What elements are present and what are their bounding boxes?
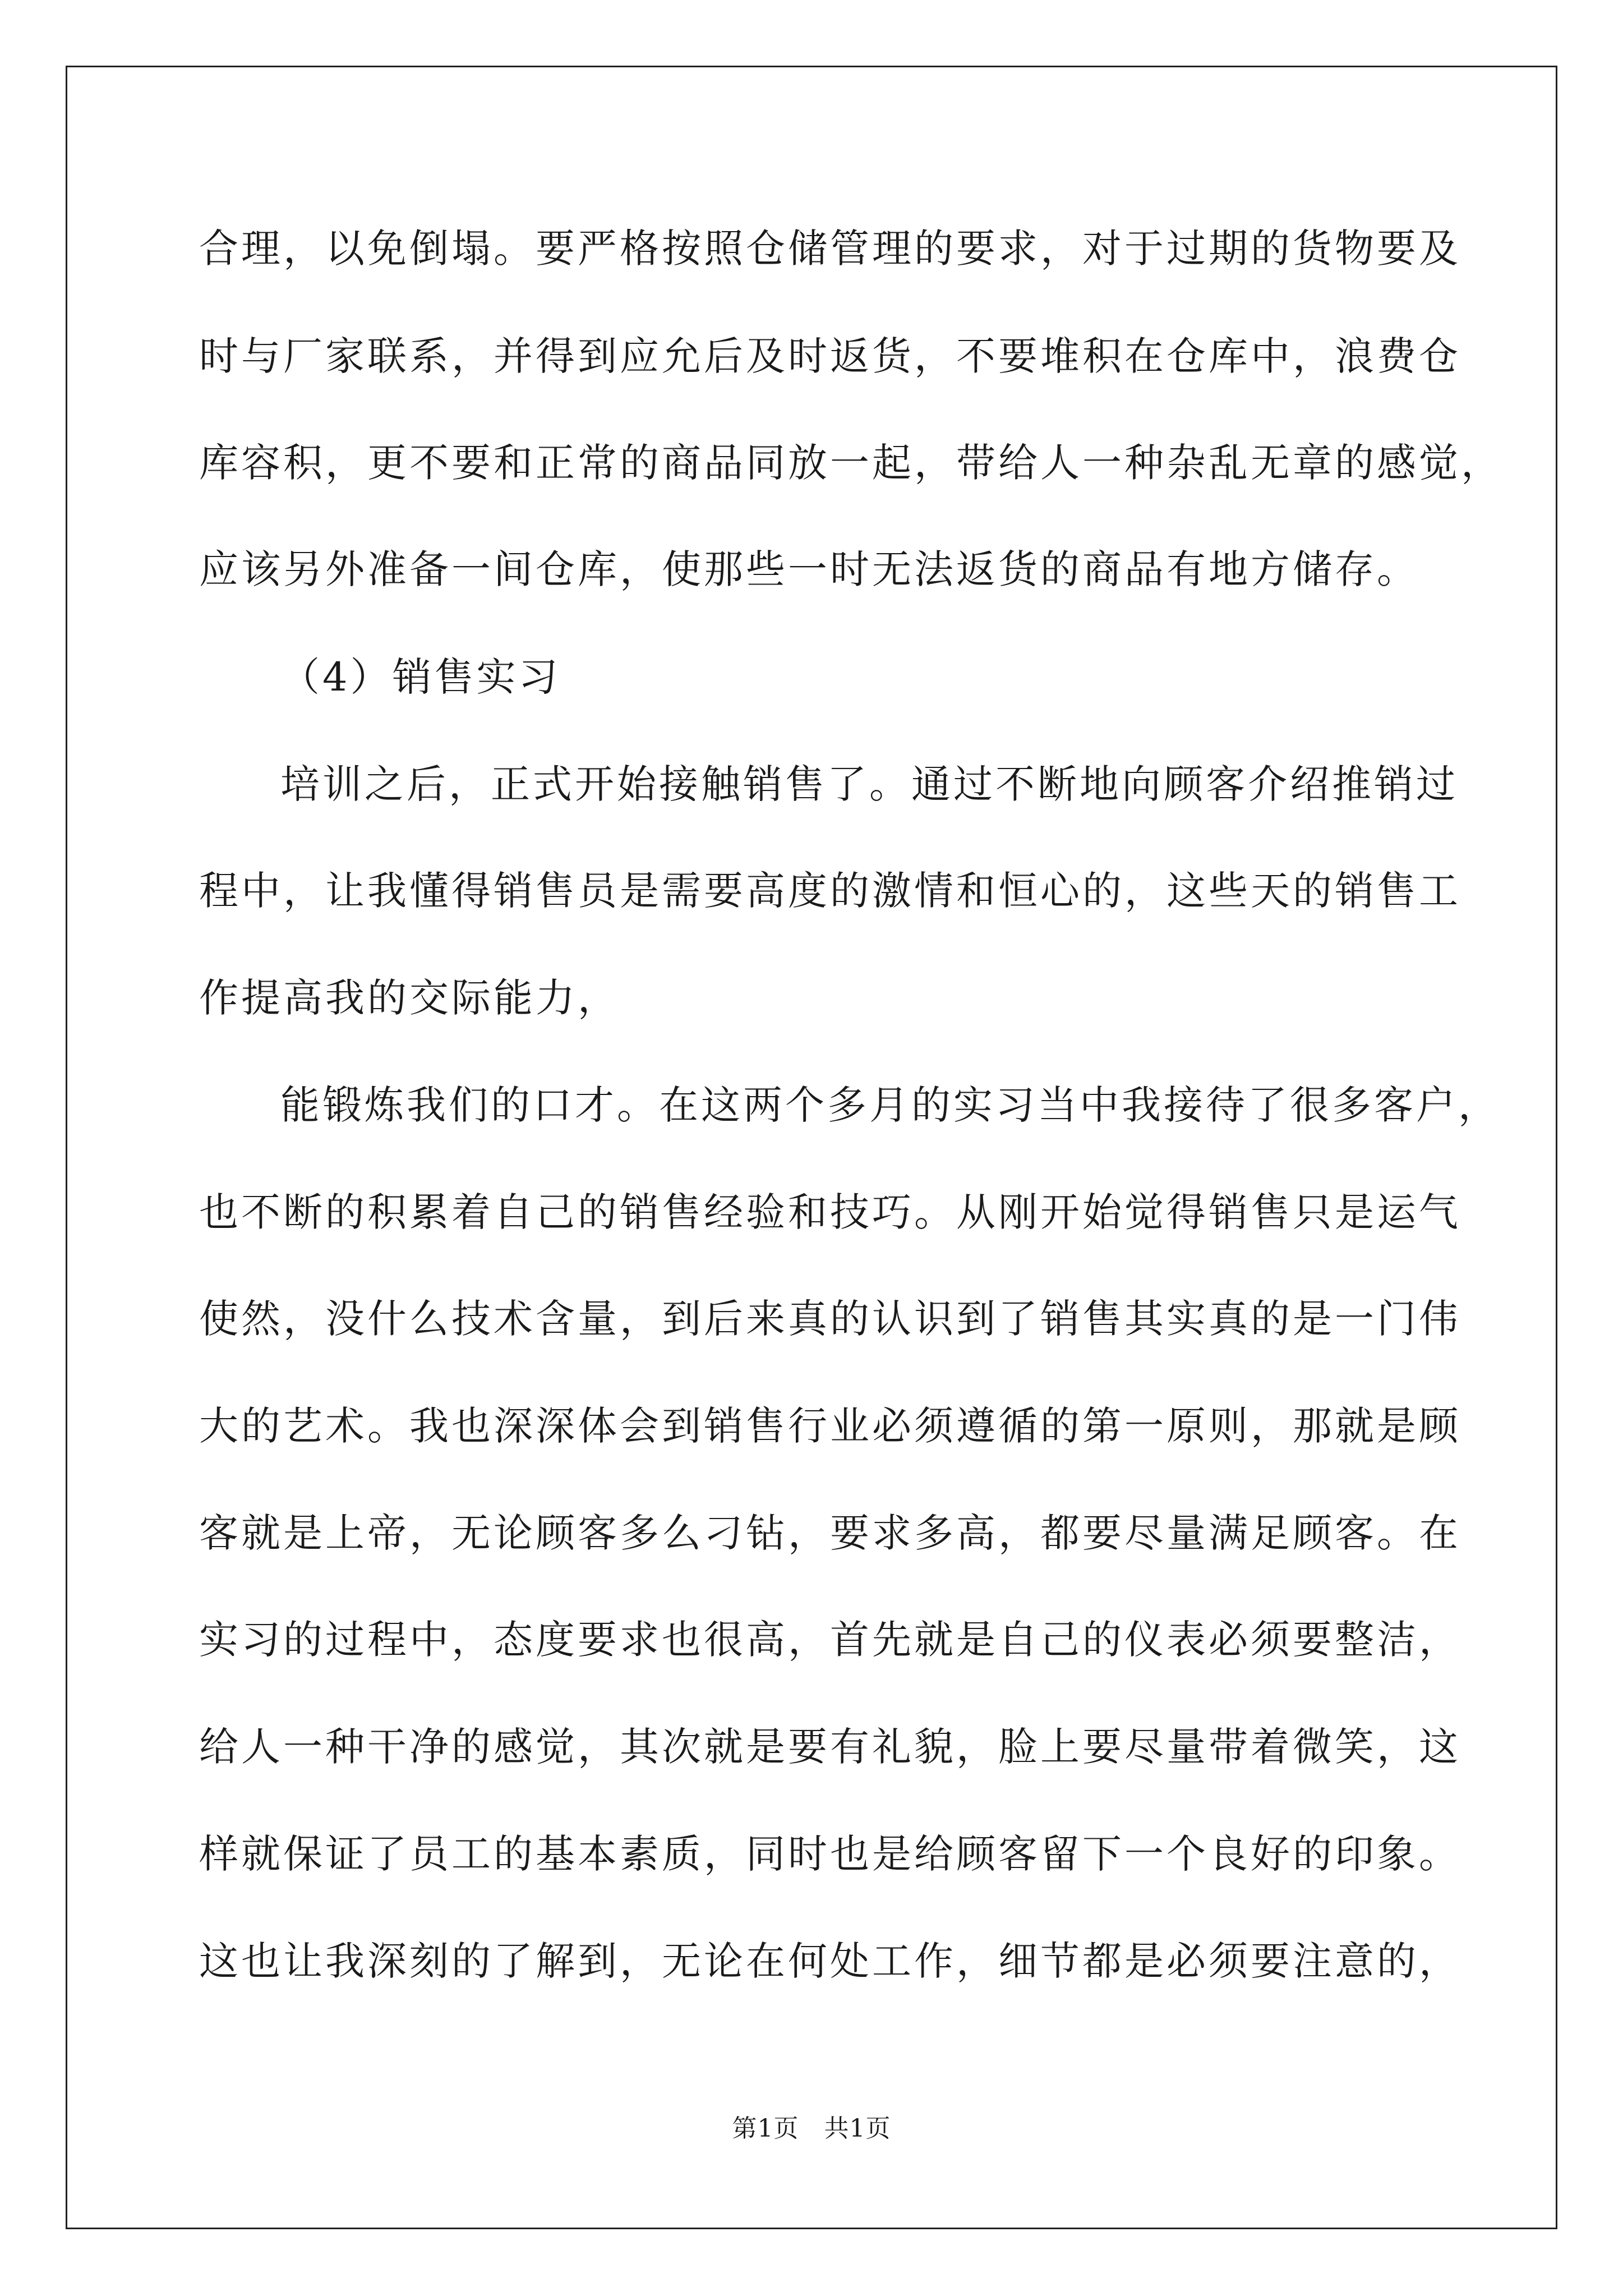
body-text-line: 给人一种干净的感觉，其次就是要有礼貌，脸上要尽量带着微笑，这 bbox=[199, 1724, 1461, 1770]
body-text-line: 能锻炼我们的口才。在这两个多月的实习当中我接待了很多客户， bbox=[280, 1082, 1500, 1128]
body-text-line: 也不断的积累着自己的销售经验和技巧。从刚开始觉得销售只是运气 bbox=[199, 1189, 1461, 1235]
body-text-line: 使然，没什么技术含量，到后来真的认识到了销售其实真的是一门伟 bbox=[199, 1296, 1461, 1342]
body-text-line: 客就是上帝，无论顾客多么刁钻，要求多高，都要尽量满足顾客。在 bbox=[199, 1510, 1461, 1556]
body-text-line: 大的艺术。我也深深体会到销售行业必须遵循的第一原则，那就是顾 bbox=[199, 1403, 1461, 1449]
body-text-line: 培训之后，正式开始接触销售了。通过不断地向顾客介绍推销过 bbox=[280, 761, 1458, 807]
body-text-line: 时与厂家联系，并得到应允后及时返货，不要堆积在仓库中，浪费仓 bbox=[199, 333, 1461, 379]
body-text-line: 实习的过程中，态度要求也很高，首先就是自己的仪表必须要整洁， bbox=[199, 1617, 1461, 1663]
page-number-footer: 第1页 共1页 bbox=[732, 2114, 891, 2143]
body-text-line: 程中，让我懂得销售员是需要高度的激情和恒心的，这些天的销售工 bbox=[199, 868, 1461, 914]
body-text-line: 这也让我深刻的了解到，无论在何处工作，细节都是必须要注意的， bbox=[199, 1938, 1461, 1984]
page-border bbox=[66, 66, 1557, 2229]
body-text-line: 应该另外准备一间仓库，使那些一时无法返货的商品有地方储存。 bbox=[199, 546, 1419, 592]
body-text-line: 库容积，更不要和正常的商品同放一起，带给人一种杂乱无章的感觉， bbox=[199, 440, 1503, 486]
body-text-line: 样就保证了员工的基本素质，同时也是给顾客留下一个良好的印象。 bbox=[199, 1831, 1461, 1877]
body-text-line: 合理，以免倒塌。要严格按照仓储管理的要求，对于过期的货物要及 bbox=[199, 226, 1461, 272]
body-text-line: 作提高我的交际能力， bbox=[199, 975, 620, 1021]
section-heading: （4）销售实习 bbox=[280, 654, 561, 700]
